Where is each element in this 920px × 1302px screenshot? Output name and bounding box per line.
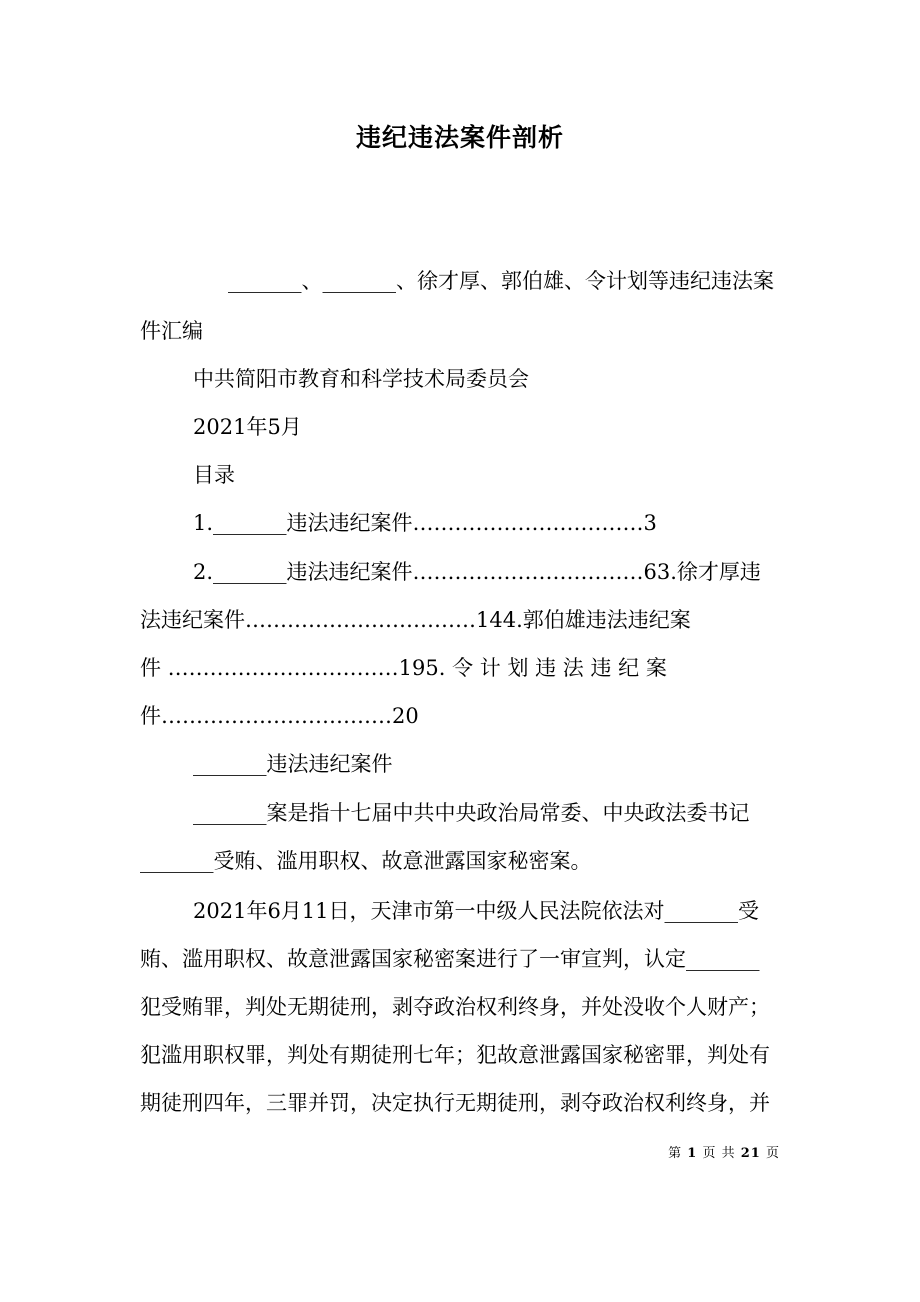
paragraph-2-line-5: 期徒刑四年，三罪并罚，决定执行无期徒刑，剥夺政治权利终身，并 (140, 1091, 770, 1115)
toc-line-2: 2._______违法违纪案件……………………………63.徐才厚违 (193, 560, 761, 584)
footer-prefix: 第 (668, 1146, 683, 1161)
organization-name: 中共简阳市教育和科学技术局委员会 (193, 367, 529, 391)
subtitle-line-1 (228, 266, 780, 296)
toc-line-5: 件……………………………20 (140, 704, 419, 728)
document-title: 违纪违法案件剖析 (355, 123, 564, 152)
toc-heading: 目录 (193, 463, 235, 487)
paragraph-2-line-4: 犯滥用职权罪，判处有期徒刑七年；犯故意泄露国家秘密罪，判处有 (140, 1043, 770, 1067)
toc-line-3: 法违纪案件……………………………144.郭伯雄违法违纪案 (140, 608, 691, 632)
footer-page-number: 1 (687, 1146, 698, 1161)
document-date: 2021年5月 (193, 415, 302, 439)
paragraph-2-line-1: 2021年6月11日，天津市第一中级人民法院依法对_______受 (193, 899, 760, 923)
section-heading: _______违法违纪案件 (193, 752, 393, 776)
footer-suffix: 页 (765, 1146, 780, 1161)
paragraph-2-line-3: 犯受贿罪，判处无期徒刑，剥夺政治权利终身，并处没收个人财产； (140, 995, 770, 1019)
toc-line-1: 1._______违法违纪案件……………………………3 (193, 511, 657, 535)
paragraph-1-line-2: _______受贿、滥用职权、故意泄露国家秘密案。 (140, 849, 592, 873)
subtitle-line-2: 件汇编 (140, 319, 203, 343)
page-footer (668, 1142, 780, 1161)
paragraph-1-line-1: _______案是指十七届中共中央政治局常委、中央政法委书记 (193, 801, 750, 825)
footer-total-pages: 21 (740, 1146, 761, 1161)
subtitle-text-1: _______、_______、徐才厚、郭伯雄、令计划等违纪违法案 (228, 269, 774, 293)
toc-line-4: 件 ……………………………195. 令 计 划 违 法 违 纪 案 (140, 656, 667, 680)
footer-middle: 页 共 (702, 1146, 736, 1161)
paragraph-2-line-2: 贿、滥用职权、故意泄露国家秘密案进行了一审宣判，认定_______ (140, 947, 760, 971)
